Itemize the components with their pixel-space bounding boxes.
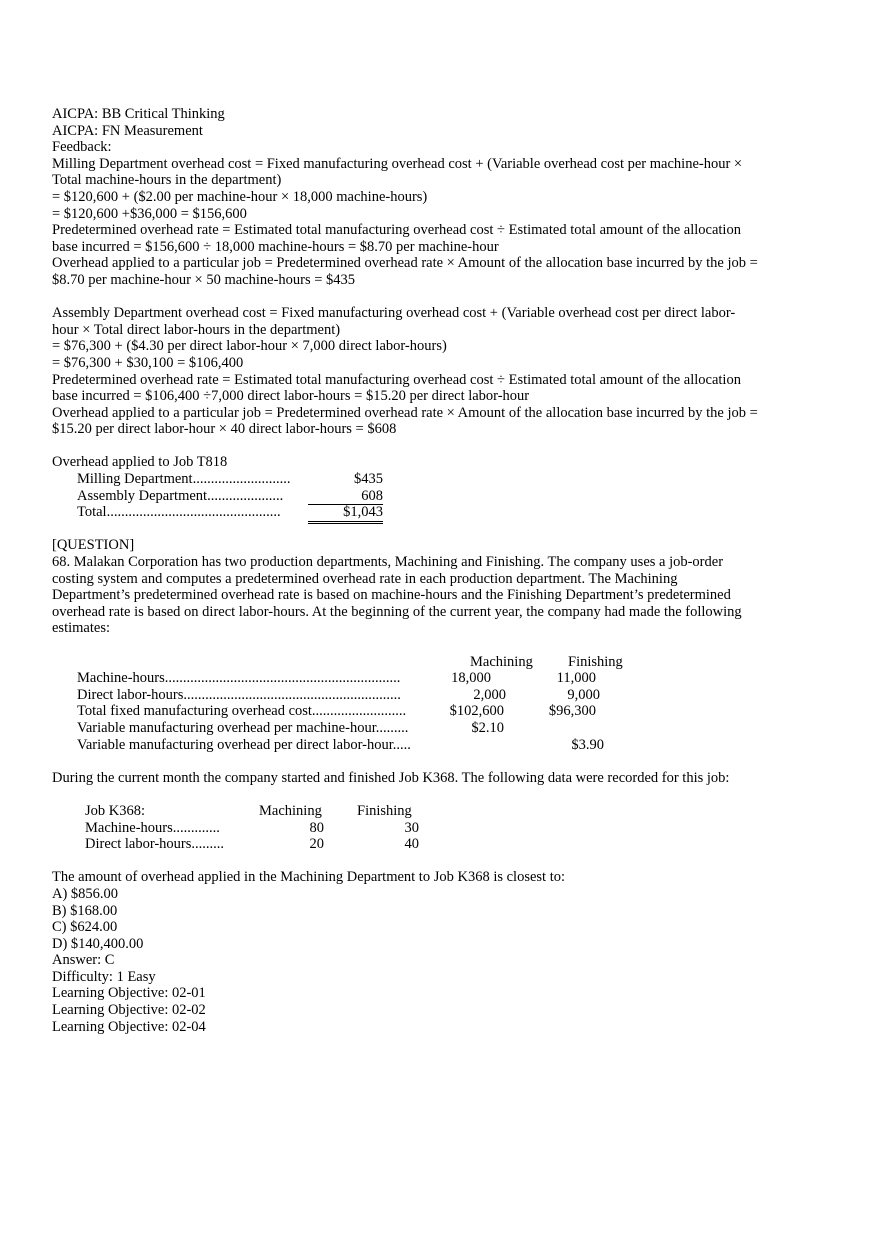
table-row	[52, 471, 842, 488]
learning-objective-1: Learning Objective: 02-01	[52, 985, 206, 1002]
assembly-line-1: Assembly Department overhead cost = Fixed manufacturing overhead cost + (Variable overhead cost per direct labor-	[52, 305, 736, 322]
learning-objective-3: Learning Objective: 02-04	[52, 1018, 206, 1035]
assembly-line-7: Overhead applied to a particular job = Predetermined overhead rate × Amount of the allocation base incurred by the job =	[52, 404, 758, 421]
table-row	[52, 703, 842, 720]
feedback-label: Feedback:	[52, 139, 112, 156]
table-row-total	[52, 504, 842, 521]
row-label: Direct labor-hours.........	[85, 836, 225, 853]
milling-line-2: Total machine-hours in the department)	[52, 172, 282, 189]
milling-line-4: = $120,600 +$36,000 = $156,600	[52, 205, 247, 222]
table-row	[52, 820, 842, 837]
answer-section	[52, 869, 842, 1035]
row-label: Total................................................	[77, 504, 281, 521]
cell-finishing: 30	[404, 819, 419, 836]
assembly-line-2: hour × Total direct labor-hours in the department)	[52, 321, 341, 338]
table-row	[52, 836, 842, 853]
choice-b: B) $168.00	[52, 902, 118, 919]
cell-machining: 18,000	[451, 670, 491, 687]
table-row	[52, 687, 842, 704]
milling-line-8: $8.70 per machine-hour × 50 machine-hours = $435	[52, 271, 356, 288]
row-amount: 608	[308, 488, 383, 506]
cell-finishing: $96,300	[548, 703, 596, 720]
milling-line-7: Overhead applied to a particular job = Predetermined overhead rate × Amount of the allocation base incurred by the job =	[52, 255, 758, 272]
column-header-finishing: Finishing	[357, 802, 412, 819]
assembly-line-6: base incurred = $106,400 ÷7,000 direct labor-hours = $15.20 per direct labor-hour	[52, 388, 530, 405]
choice-d: D) $140,400.00	[52, 935, 144, 952]
choice-a: A) $856.00	[52, 885, 119, 902]
row-label: Direct labor-hours............................................................	[77, 686, 401, 703]
overhead-applied-title: Overhead applied to Job T818	[52, 454, 228, 471]
table-row	[52, 670, 842, 687]
milling-line-6: base incurred = $156,600 ÷ 18,000 machine-hours = $8.70 per machine-hour	[52, 238, 499, 255]
assembly-line-5: Predetermined overhead rate = Estimated total manufacturing overhead cost ÷ Estimated total amount of the allocation	[52, 371, 741, 388]
assembly-section	[52, 305, 842, 438]
milling-section	[52, 156, 842, 289]
milling-line-1: Milling Department overhead cost = Fixed manufacturing overhead cost + (Variable overhead cost per machine-hour ×	[52, 155, 743, 172]
question-tag: [QUESTION]	[52, 537, 135, 554]
cell-finishing: 40	[404, 836, 419, 853]
column-header-finishing: Finishing	[568, 653, 623, 670]
document-page	[52, 106, 842, 1035]
cell-machining: 80	[309, 819, 324, 836]
column-header-machining: Machining	[259, 802, 322, 819]
table-row	[52, 488, 842, 505]
assembly-line-8: $15.20 per direct labor-hour × 40 direct labor-hours = $608	[52, 421, 397, 438]
row-label: Milling Department...........................	[77, 471, 291, 488]
row-label: Variable manufacturing overhead per direct labor-hour.....	[77, 736, 411, 753]
estimates-table	[52, 654, 842, 754]
cell-machining: $102,600	[449, 703, 504, 720]
job-intro-text: During the current month the company started and finished Job K368. The following data were recorded for this job:	[52, 769, 730, 786]
row-label: Machine-hours.............	[85, 819, 220, 836]
table-row	[52, 737, 842, 754]
question-section	[52, 537, 842, 637]
row-label: Machine-hours.................................................................	[77, 670, 401, 687]
row-label: Total fixed manufacturing overhead cost..........................	[77, 703, 407, 720]
column-header-machining: Machining	[470, 653, 533, 670]
cell-finishing: $3.90	[571, 736, 604, 753]
cell-machining: 2,000	[473, 686, 506, 703]
overhead-applied-summary	[52, 454, 842, 520]
cell-finishing: 9,000	[567, 686, 600, 703]
cell-machining: 20	[309, 836, 324, 853]
aicpa-tag-2: AICPA: FN Measurement	[52, 122, 203, 139]
row-amount: $435	[354, 471, 383, 488]
assembly-line-3: = $76,300 + ($4.30 per direct labor-hour × 7,000 direct labor-hours)	[52, 338, 447, 355]
cell-finishing: 11,000	[556, 670, 596, 687]
choice-c: C) $624.00	[52, 919, 118, 936]
milling-line-5: Predetermined overhead rate = Estimated total manufacturing overhead cost ÷ Estimated total amount of the allocation	[52, 222, 741, 239]
learning-objective-2: Learning Objective: 02-02	[52, 1002, 206, 1019]
row-label: Assembly Department.....................	[77, 487, 284, 504]
aicpa-tag-1: AICPA: BB Critical Thinking	[52, 106, 225, 122]
job-title: Job K368:	[85, 802, 146, 819]
difficulty: Difficulty: 1 Easy	[52, 968, 156, 985]
question-prompt: The amount of overhead applied in the Machining Department to Job K368 is closest to:	[52, 869, 566, 886]
job-data-table	[52, 803, 842, 853]
milling-line-3: = $120,600 + ($2.00 per machine-hour × 18,000 machine-hours)	[52, 188, 428, 205]
row-label: Variable manufacturing overhead per machine-hour.........	[77, 719, 409, 736]
assembly-line-4: = $76,300 + $30,100 = $106,400	[52, 354, 244, 371]
table-header	[52, 654, 842, 671]
answer-key: Answer: C	[52, 952, 115, 969]
table-row	[52, 720, 842, 737]
row-amount: $1,043	[308, 504, 383, 524]
question-text: 68. Malakan Corporation has two production departments, Machining and Finishing. The company uses a job-order costing system and computes a predetermined overhead rate in each production department. The Machining Department’s predetermined overhead rate is based on machine-hours and the Finishing Department’s predetermined overhead rate is based on direct labor-hours. At the beginning of the current year, the company had made the following estimates:	[52, 554, 742, 637]
table-header	[52, 803, 842, 820]
cell-machining: $2.10	[471, 719, 504, 736]
